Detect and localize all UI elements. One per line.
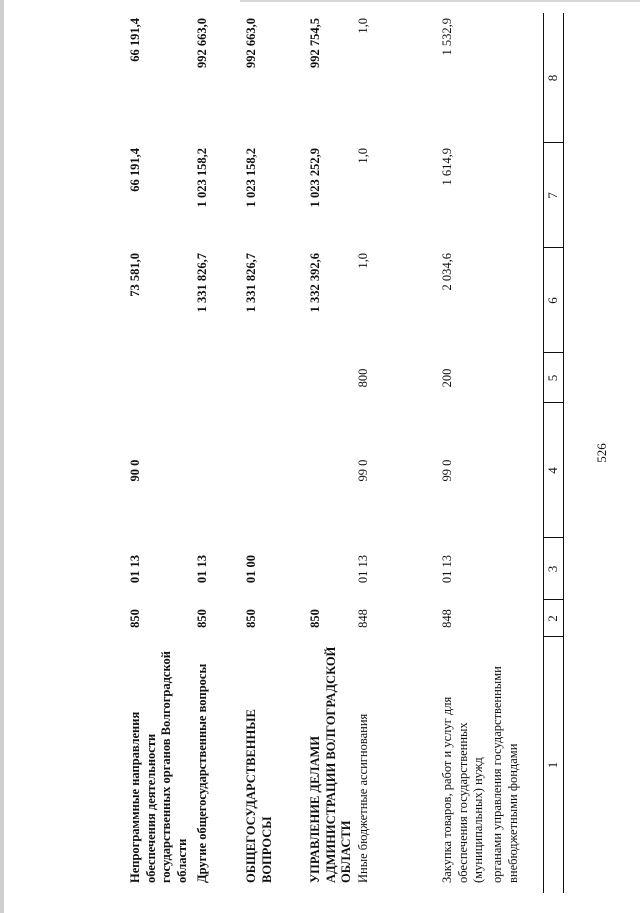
row-col-8: 992 663,0 bbox=[195, 18, 209, 68]
row-col-7: 1 614,9 bbox=[440, 148, 454, 186]
row-col-2: 848 bbox=[356, 609, 370, 628]
header-col-7: 7 bbox=[545, 192, 560, 199]
row-col-6: 2 034,6 bbox=[440, 253, 454, 291]
header-col-2: 2 bbox=[545, 615, 560, 622]
row-col-3: 01 13 bbox=[128, 554, 142, 584]
row-col-6: 1 331 826,7 bbox=[244, 253, 258, 313]
row-col-2: 850 bbox=[128, 609, 142, 628]
row-col-7: 66 191,4 bbox=[128, 148, 142, 192]
row-name: ОБЩЕГОСУДАРСТВЕННЫЕ ВОПРОСЫ bbox=[244, 709, 274, 883]
row-col-2: 850 bbox=[308, 609, 322, 628]
row-col-2: 848 bbox=[440, 609, 454, 628]
row-name: Непрограммные направления обеспечения деятельности государственных органов Волгоградской области bbox=[128, 651, 189, 883]
row-col-3: 01 13 bbox=[356, 554, 370, 584]
row-col-8: 992 754,5 bbox=[308, 18, 322, 68]
row-col-7: 1,0 bbox=[356, 148, 370, 164]
page-number: 526 bbox=[594, 443, 609, 463]
row-col-8: 992 663,0 bbox=[244, 18, 258, 68]
row-col-7: 1 023 252,9 bbox=[308, 148, 322, 208]
row-col-3: 01 13 bbox=[440, 554, 454, 584]
header-col-8: 8 bbox=[545, 74, 560, 82]
row-col-2: 850 bbox=[195, 609, 209, 628]
row-name: органами управления государственными внебюджетными фондами bbox=[490, 666, 520, 883]
row-name: Закупка товаров, работ и услуг для обеспечения государственных (муниципальных) нужд bbox=[440, 696, 485, 883]
header-col-6: 6 bbox=[545, 297, 560, 304]
header-col-5: 5 bbox=[545, 374, 560, 382]
header-col-4: 4 bbox=[545, 467, 560, 474]
header-col-1: 1 bbox=[545, 761, 560, 769]
header-top-rule bbox=[543, 13, 544, 893]
row-col-8: 66 191,4 bbox=[128, 18, 142, 62]
row-col-8: 1,0 bbox=[356, 18, 370, 34]
row-col-2: 850 bbox=[244, 609, 258, 628]
row-col-6: 1 331 826,7 bbox=[195, 253, 209, 313]
header-col-3: 3 bbox=[545, 565, 560, 573]
row-col-4: 99 0 bbox=[440, 459, 454, 482]
row-col-7: 1 023 158,2 bbox=[244, 148, 258, 208]
row-col-4: 99 0 bbox=[356, 459, 370, 482]
row-name: Другие общегосударственные вопросы bbox=[195, 663, 209, 883]
row-name: УПРАВЛЕНИЕ ДЕЛАМИ АДМИНИСТРАЦИИ ВОЛГОГРАДСКОЙ ОБЛАСТИ bbox=[308, 646, 353, 883]
row-col-3: 01 13 bbox=[195, 554, 209, 584]
row-col-3: 01 00 bbox=[244, 554, 258, 584]
row-col-5: 200 bbox=[440, 368, 454, 388]
row-col-6: 73 581,0 bbox=[128, 253, 142, 297]
row-col-6: 1,0 bbox=[356, 253, 370, 269]
row-col-7: 1 023 158,2 bbox=[195, 148, 209, 208]
row-col-6: 1 332 392,6 bbox=[308, 253, 322, 313]
row-col-4: 90 0 bbox=[128, 459, 142, 482]
row-col-5: 800 bbox=[356, 368, 370, 388]
row-col-8: 1 532,9 bbox=[440, 18, 454, 56]
header-bottom-rule bbox=[563, 13, 564, 893]
row-name: Иные бюджетные ассигнования bbox=[356, 713, 370, 883]
